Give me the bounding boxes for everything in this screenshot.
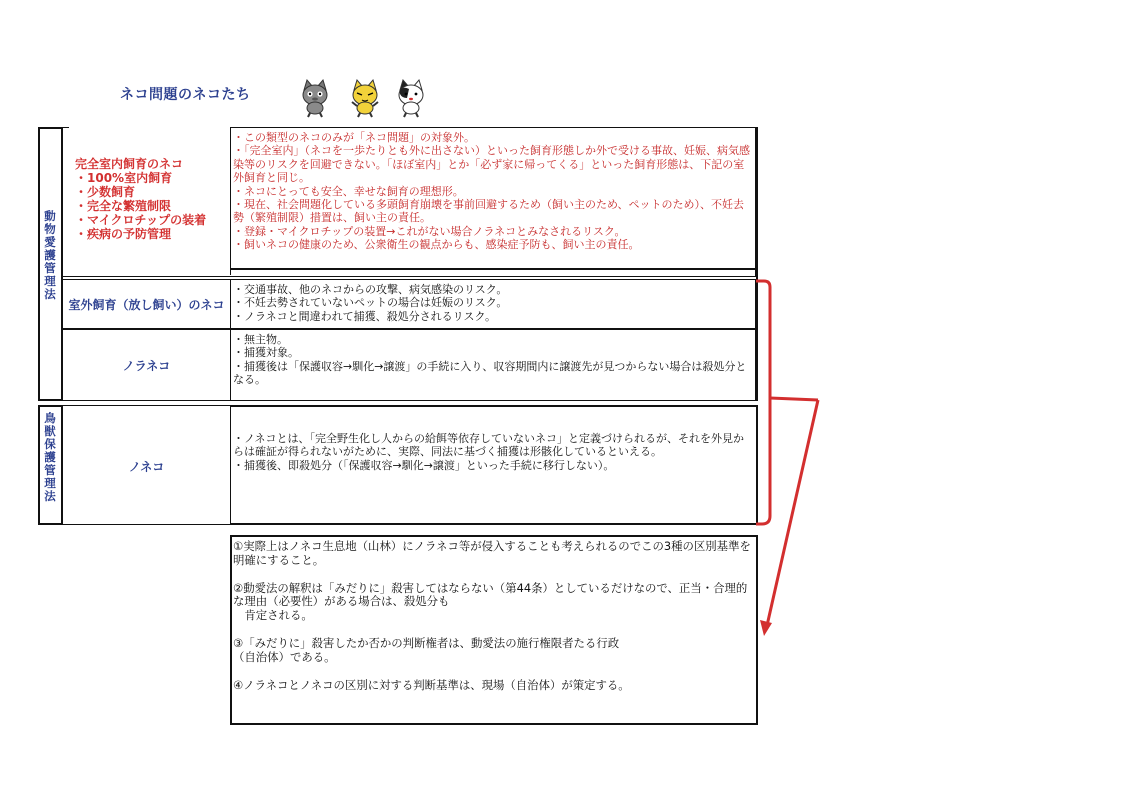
law-label-wildlife: 鳥獣保護管理法 xyxy=(44,411,56,503)
page-title: ネコ問題のネコたち xyxy=(120,87,251,103)
row-stray-label: ノラネコ xyxy=(122,359,171,373)
note-item-4: ④ノラネコとノネコの区別に対する判断基準は、現場（自治体）が策定する。 xyxy=(233,677,630,692)
note-item-1: ①実際上はノネコ生息地（山林）にノラネコ等が侵入することも考えられるのでこの3種の区別基準を明確にすること。 xyxy=(233,539,751,567)
row-feral-text: ・ノネコとは、「完全野生化し人からの給餌等依存していないネコ」と定義づけられるが、それを外見からは確証が得られないがために、実際、同法に基づく捕獲は形骸化しているといえる。 ・捕獲後、即殺処分（「保護収容→馴化→譲渡」といった手続に移行しない）。 xyxy=(233,432,745,472)
bracket-arrow-icon xyxy=(752,278,832,638)
row-indoor-text: ・この類型のネコのみが「ネコ問題」の対象外。 ・「完全室内」（ネコを一歩たりとも外に出さない）といった飼育形態しか外で受ける事故、妊娠、病気感染等のリスクを回避できない。「ほぼ室内」とか「必ず家に帰ってくる」といった飼育形態は、下記の室外飼育と同じ。 ・ネコにとっても安全、幸せな飼育の理想形。 ・現在、社会問題化している多頭飼育崩壊を事前回避するため（飼い主のため、ペットのため）、不妊去勢（繁殖制限）措置は、飼い主の責任。 ・登録・マイクロチップの装置→これがない場合ノラネコとみなされるリスク。 ・飼いネコの健康のため、公衆衛生の観点からも、感染症予防も、飼い主の責任。 xyxy=(233,131,750,252)
calico-cat-icon xyxy=(394,78,428,118)
row-stray-text: ・無主物。 ・捕獲対象。 ・捕獲後は「保護収容→馴化→譲渡」の手続に入り、収容期間内に譲渡先が見つからない場合は殺処分となる。 xyxy=(233,333,747,387)
law-label-animal-welfare: 動物愛護管理法 xyxy=(44,209,56,301)
row-feral-label: ノネコ xyxy=(128,460,165,474)
gray-cat-icon xyxy=(298,78,332,118)
note-item-3: ③「みだりに」殺害したか否かの判断権者は、動愛法の施行権限者たる行政 （自治体）である。 xyxy=(233,635,620,664)
row-outdoor-text: ・交通事故、他のネコからの攻撃、病気感染のリスク。 ・不妊去勢されていないペットの場合は妊娠のリスク。 ・ノラネコと間違われて捕獲、殺処分されるリスク。 xyxy=(233,283,508,323)
row-indoor-label: 完全室内飼育のネコ ・100%室内飼育 ・少数飼育 ・完全な繁殖制限 ・マイクロチップの装着 ・疾病の予防管理 xyxy=(75,157,207,241)
note-item-2: ②動愛法の解釈は「みだりに」殺害してはならない（第44条）としているだけなので、正当・合理的な理由（必要性）がある場合は、殺処分も 肯定される。 xyxy=(233,580,748,623)
row-outdoor-label: 室外飼育（放し飼い）のネコ xyxy=(68,298,225,312)
yellow-cat-icon xyxy=(348,78,382,118)
row-indoor-underline xyxy=(231,268,756,270)
notes-list xyxy=(233,540,755,692)
